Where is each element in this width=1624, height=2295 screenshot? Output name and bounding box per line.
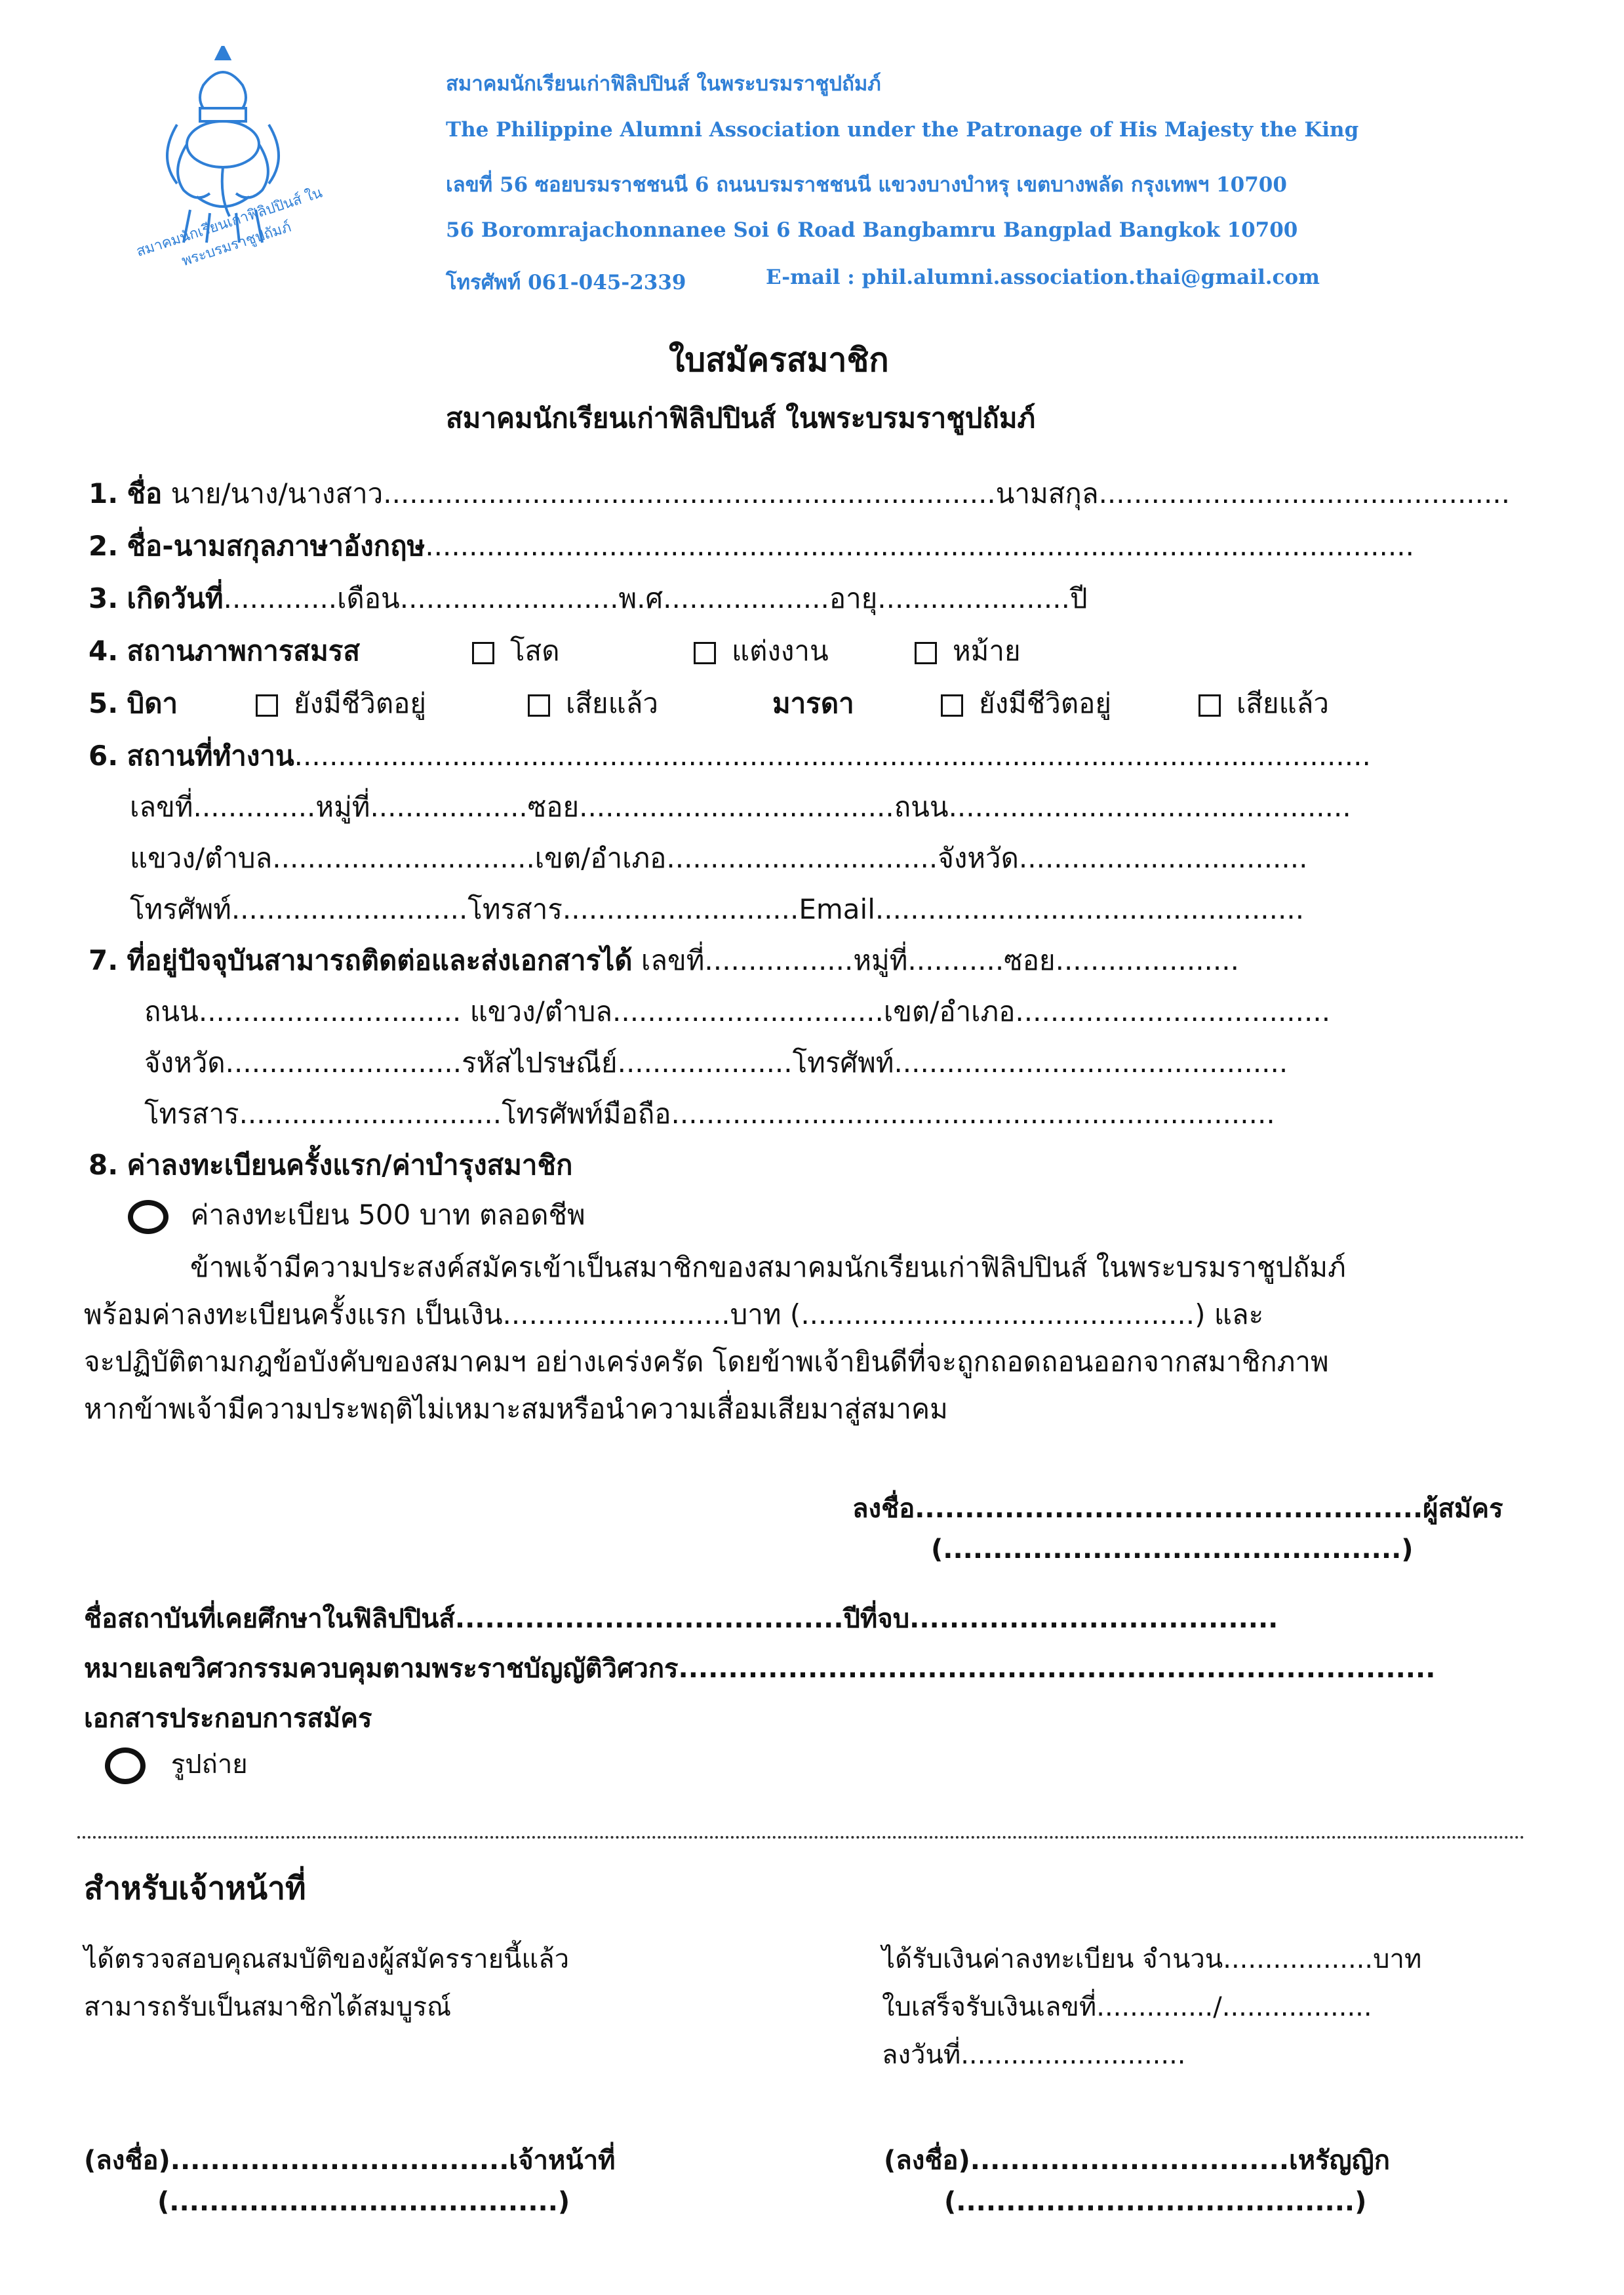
staff-verification-line2: สามารถรับเป็นสมาชิกได้สมบูรณ์ bbox=[84, 1992, 452, 2022]
header-english-address: 56 Boromrajachonnanee Soi 6 Road Bangbamru Bangplad Bangkok 10700 bbox=[446, 218, 1298, 242]
staff-receipt-number[interactable]: ใบเสร็จรับเงินเลขที่............../.................. bbox=[882, 1992, 1372, 2022]
logo-text: สมาคมนักเรียนเก่าฟิลิปปินส์ ในพระบรมราชูปถัมภ์ bbox=[134, 184, 325, 270]
field-registration-fee: 8. ค่าลงทะเบียนครั้งแรก/ค่าบำรุงสมาชิก bbox=[89, 1149, 573, 1181]
current-address-line1[interactable]: ถนน.............................. แขวง/ตำบล...............................เขต/อำเภอ.................................... bbox=[144, 995, 1331, 1028]
staff-officer-signature[interactable]: (ลงชื่อ)..................................เจ้าหน้าที่ bbox=[84, 2145, 616, 2176]
declaration-line4: หากข้าพเจ้ามีความประพฤติไม่เหมาะสมหรือนำความเสื่อมเสียมาสู่สมาคม bbox=[84, 1393, 948, 1425]
fee-lifetime-option[interactable]: ค่าลงทะเบียน 500 บาท ตลอดชีพ bbox=[128, 1193, 585, 1237]
workplace-address-line1[interactable]: เลขที่..............หมู่ที่..................ซอย....................................ถนน.............................................. bbox=[130, 791, 1351, 823]
header-email: E-mail : phil.alumni.association.thai@gmail.com bbox=[766, 266, 1320, 289]
radio-circle-icon[interactable] bbox=[105, 1747, 146, 1784]
staff-section-title: สำหรับเจ้าหน้าที่ bbox=[84, 1870, 306, 1907]
field-school-philippines[interactable]: ชื่อสถาบันที่เคยศึกษาในฟิลิปปินส์.......................................ปีที่จบ..................................... bbox=[84, 1604, 1278, 1634]
treasurer-signature[interactable]: (ลงชื่อ)................................เหรัญญิก bbox=[884, 2145, 1390, 2176]
checkbox-icon[interactable] bbox=[941, 694, 963, 717]
workplace-address-line2[interactable]: แขวง/ตำบล..............................เขต/อำเภอ...............................จังหวัด................................. bbox=[130, 842, 1308, 874]
checkbox-icon[interactable] bbox=[915, 642, 937, 664]
treasurer-name[interactable]: (........................................) bbox=[944, 2187, 1367, 2217]
checkbox-icon[interactable] bbox=[1198, 694, 1221, 717]
marital-single-option[interactable]: โสด bbox=[472, 629, 559, 673]
field-english-name[interactable]: 2. ชื่อ-นามสกุลภาษาอังกฤษ................................................................................................................. bbox=[89, 530, 1414, 562]
father-deceased-option[interactable]: เสียแล้ว bbox=[528, 682, 658, 725]
header-thai-name: สมาคมนักเรียนเก่าฟิลิปปินส์ ในพระบรมราชูปถัมภ์ bbox=[446, 72, 881, 96]
checkbox-icon[interactable] bbox=[256, 694, 278, 717]
field-mother: มารดา bbox=[772, 687, 854, 719]
marital-widowed-option[interactable]: หม้าย bbox=[915, 629, 1021, 673]
field-father: 5. บิดา bbox=[89, 687, 178, 719]
staff-officer-name[interactable]: (.......................................) bbox=[157, 2187, 570, 2217]
field-current-address[interactable]: 7. ที่อยู่ปัจจุบันสามารถติดต่อและส่งเอกสารได้ เลขที่.................หมู่ที่...........ซอย..................... bbox=[89, 944, 1239, 976]
applicant-name-parentheses[interactable]: (..............................................) bbox=[931, 1534, 1414, 1565]
staff-verification-line1: ได้ตรวจสอบคุณสมบัติของผู้สมัครรายนี้แล้ว bbox=[84, 1944, 570, 1974]
current-address-line2[interactable]: จังหวัด...........................รหัสไปรษณีย์....................โทรศัพท์............................................. bbox=[144, 1047, 1288, 1079]
marital-married-option[interactable]: แต่งงาน bbox=[694, 629, 829, 673]
photo-attachment-option[interactable]: รูปถ่าย bbox=[105, 1743, 248, 1785]
workplace-contact-line[interactable]: โทรศัพท์...........................โทรสาร...........................Email................................................. bbox=[130, 893, 1305, 925]
staff-fee-received[interactable]: ได้รับเงินค่าลงทะเบียน จำนวน..................บาท bbox=[882, 1944, 1422, 1974]
declaration-line1: ข้าพเจ้ามีความประสงค์สมัครเข้าเป็นสมาชิกของสมาคมนักเรียนเก่าฟิลิปปินส์ ในพระบรมราชูปถัมภ์ bbox=[190, 1251, 1346, 1283]
current-address-line3[interactable]: โทรสาร..............................โทรศัพท์มือถือ..................................................................... bbox=[144, 1098, 1275, 1130]
declaration-line3: จะปฏิบัติตามกฎข้อบังคับของสมาคมฯ อย่างเคร่งครัด โดยข้าพเจ้ายินดีที่จะถูกถอดถอนออกจากสมาชิกภาพ bbox=[84, 1346, 1329, 1378]
applicant-signature[interactable]: ลงชื่อ...................................................ผู้สมัคร bbox=[852, 1494, 1503, 1524]
mother-deceased-option[interactable]: เสียแล้ว bbox=[1198, 682, 1329, 725]
field-engineer-license[interactable]: หมายเลขวิศวกรรมควบคุมตามพระราชบัญญัติวิศวกร............................................................................ bbox=[84, 1654, 1436, 1684]
declaration-line2[interactable]: พร้อมค่าลงทะเบียนครั้งแรก เป็นเงิน..........................บาท (.............................................) และ bbox=[84, 1298, 1264, 1330]
field-birthdate[interactable]: 3. เกิดวันที่.............เดือน.........................พ.ศ...................อายุ......................ปี bbox=[89, 582, 1088, 614]
father-alive-option[interactable]: ยังมีชีวิตอยู่ bbox=[256, 682, 426, 725]
field-workplace[interactable]: 6. สถานที่ทำงาน........................................................................................................................... bbox=[89, 740, 1371, 772]
form-title: ใบสมัครสมาชิก bbox=[669, 341, 889, 379]
radio-circle-icon[interactable] bbox=[128, 1200, 168, 1234]
staff-receipt-date[interactable]: ลงวันที่........................... bbox=[882, 2040, 1186, 2070]
mother-alive-option[interactable]: ยังมีชีวิตอยู่ bbox=[941, 682, 1111, 725]
section-divider bbox=[77, 1836, 1525, 1839]
association-logo bbox=[118, 46, 341, 282]
form-subtitle: สมาคมนักเรียนเก่าฟิลิปปินส์ ในพระบรมราชูปถัมภ์ bbox=[446, 402, 1036, 434]
field-name[interactable]: 1. ชื่อ นาย/นาง/นางสาว......................................................................นามสกุล............................................... bbox=[89, 477, 1511, 509]
header-english-name: The Philippine Alumni Association under the Patronage of His Majesty the King bbox=[446, 118, 1359, 142]
header-phone: โทรศัพท์ 061-045-2339 bbox=[446, 271, 686, 294]
field-marital-status: 4. สถานภาพการสมรส bbox=[89, 635, 360, 667]
checkbox-icon[interactable] bbox=[694, 642, 716, 664]
attachments-heading: เอกสารประกอบการสมัคร bbox=[84, 1704, 372, 1734]
header-thai-address: เลขที่ 56 ซอยบรมราชชนนี 6 ถนนบรมราชชนนี แขวงบางบำหรุ เขตบางพลัด กรุงเทพฯ 10700 bbox=[446, 173, 1287, 197]
checkbox-icon[interactable] bbox=[528, 694, 550, 717]
checkbox-icon[interactable] bbox=[472, 642, 494, 664]
